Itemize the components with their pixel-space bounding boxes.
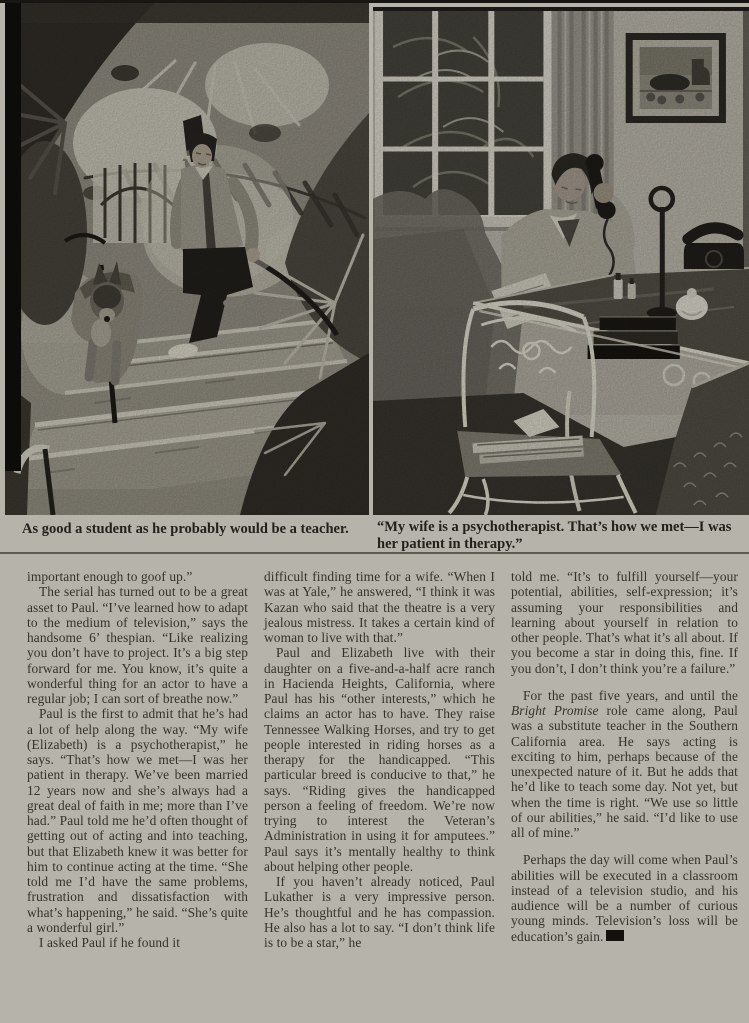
- end-of-article-mark: [606, 930, 624, 941]
- paragraph: [264, 569, 495, 645]
- text-run: told me. “It’s to fulfill yourself—your potential, abilities, self-expression; it’s assuming your responsibilities and learning about yourself in relation to other people. That’s what it’s all about. If you become a star in doing this, fine. If you don’t, I don’t think you’re a failure.”: [511, 569, 738, 676]
- text-run: Paul and Elizabeth live with their daughter on a five-and-a-half acre ranch in Hacienda Heights, California, where Paul has his “other interests,” which he claims an actor has to have. They raise Tennessee Walking Horses, and try to get people interested in riding horses as a therapy for the handicapped. “This particular breed is conducive to that,” he says. “Riding gives the handicapped person a feeling of freedom. We’re now trying to interest the Veteran’s Administration in using it for amputees.” Paul says it’s mentally healthy to think about helping other people.: [264, 645, 495, 874]
- text-run: If you haven’t already noticed, Paul Lukather is a very impressive person. He’s thoughtful and he has compassion. He also has a lot to say. “I don’t think life is to be a star,” he: [264, 874, 495, 950]
- article-column-3: [511, 569, 738, 944]
- text-run: difficult finding time for a wife. “When I was at Yale,” he answered, “I think it was Kazan who said that the theatre is a very jealous mistress. It takes a certain kind of woman to live with that.”: [264, 569, 495, 645]
- text-run: role came along, Paul was a substitute teacher in the Southern California area. He says acting is exciting to him, perhaps because of the unexpected nature of it. But he adds that he’d like to teach some day. Not yet, but when the time is right. “We use so little of our abilities,” he said. “I’d like to use all of mine.”: [511, 703, 738, 840]
- paragraph: [511, 688, 738, 841]
- photo-phone-desk: [373, 7, 749, 515]
- paragraph: [27, 935, 248, 950]
- paragraph: [27, 706, 248, 935]
- paragraph: [27, 584, 248, 706]
- paragraph: [264, 645, 495, 874]
- paragraph: [511, 852, 738, 944]
- text-run: I asked Paul if he found it: [39, 935, 181, 950]
- text-run: Paul is the first to admit that he’s had a lot of help along the way. “My wife (Elizabeth) is a psychotherapist,” he says. “That’s how we met—I was her patient in therapy. We’ve been married 12 years now and she’s always had a great deal of faith in me; more than I’ve had.” Paul told me he’d often thought of getting out of acting and into teaching, but that Elizabeth knew it was better for him to continue acting at the time. “She told me I’d have the same problems, frustration and dissatisfaction with what’s happening,” he said. “She’s quite a wonderful girl.”: [27, 706, 248, 935]
- text-run: For the past five years, and until the: [523, 687, 738, 703]
- caption-phone: “My wife is a psychotherapist. That’s how we met—I was her patient in therapy.”: [377, 519, 732, 552]
- paragraph: [27, 569, 248, 584]
- caption-stairs: As good a student as he probably would be a teacher.: [22, 521, 349, 537]
- text-run: important enough to goof up.”: [27, 569, 193, 584]
- paragraph: [511, 569, 738, 676]
- article-column-2: [264, 569, 495, 950]
- page-top-edge: [0, 0, 749, 3]
- divider-rule: [0, 552, 749, 554]
- text-run: The serial has turned out to be a great asset to Paul. “I’ve learned how to adapt to the medium of television,” says the handsome 6’ thespian. “Like realizing you don’t have to project. It’s a big step forward for me. You know, it’s quite a wonderful thing for an actor to have a regular job; I can sort of breathe now.”: [27, 584, 248, 706]
- photo-grain: [5, 3, 369, 515]
- phone-desk-photo-illustration: [373, 7, 749, 515]
- stairs-photo-illustration: [5, 3, 369, 515]
- article-column-1: [27, 569, 248, 950]
- photo-stairs: [5, 3, 369, 515]
- paragraph: [264, 874, 495, 950]
- italic-run: Bright Promise: [511, 703, 599, 718]
- text-run: Perhaps the day will come when Paul’s abilities will be executed in a classroom instead of a television studio, and his audience will be a number of curious young minds. Television’s loss will be education’s gain.: [511, 852, 738, 944]
- photo-grain: [373, 7, 749, 515]
